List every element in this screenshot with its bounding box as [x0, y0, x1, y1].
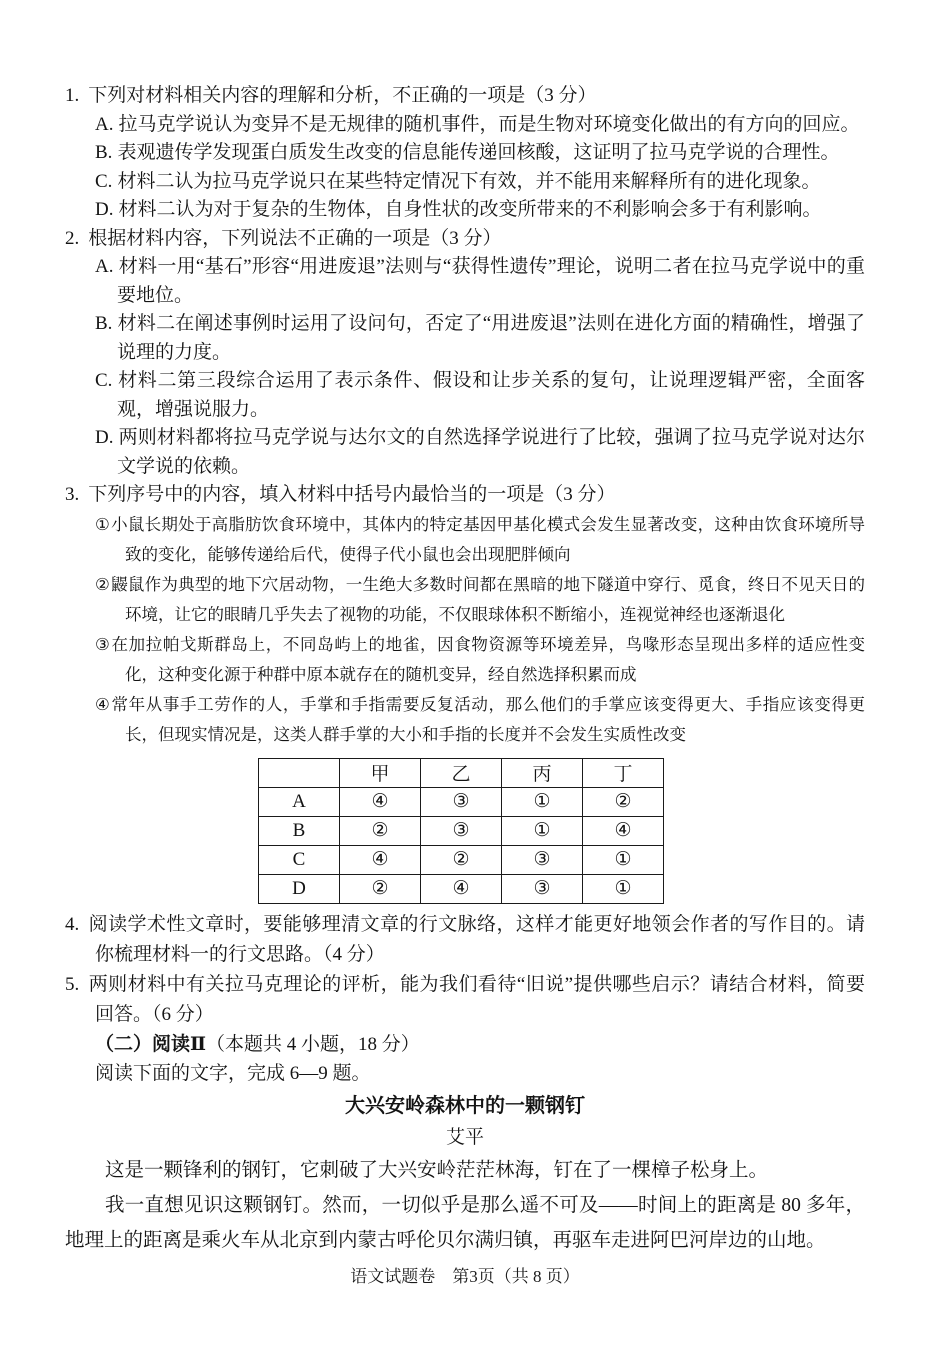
question-stem-text: 阅读学术性文章时，要能够理清文章的行文脉络，这样才能更好地领会作者的写作目的。请你梳理材料一的行文思路。（4 分）: [88, 913, 865, 965]
question-2-option-b: [95, 310, 865, 367]
option-text: 材料二认为拉马克学说只在某些特定情况下有效，并不能用来解释所有的进化现象。: [117, 170, 821, 192]
table-cell: ③: [421, 787, 502, 816]
table-header-row: [259, 758, 664, 787]
question-4-stem: [65, 910, 865, 970]
item-text: 在加拉帕戈斯群岛上，不同岛屿上的地雀，因食物资源等环境差异，鸟喙形态呈现出多样的适应性变化，这种变化源于种群中原本就存在的随机变异，经自然选择积累而成: [111, 634, 865, 684]
option-label: C.: [95, 170, 113, 192]
table-cell: ③: [502, 874, 583, 903]
table-row: [259, 787, 664, 816]
option-label: B.: [95, 313, 113, 334]
question-1: [65, 82, 865, 225]
option-text: 材料二认为对于复杂的生物体，自身性状的改变所带来的不利影响会多于有利影响。: [118, 199, 822, 220]
option-label: C.: [95, 370, 113, 391]
question-1-options: [95, 111, 865, 225]
circled-4-marker: ④: [95, 694, 111, 714]
passage-author: 艾平: [445, 1126, 484, 1148]
item-1: [95, 510, 865, 570]
table-cell: ④: [583, 816, 664, 845]
answer-option-table: [258, 758, 664, 904]
option-label: A.: [95, 113, 114, 135]
question-number: 1.: [65, 85, 80, 106]
question-5-stem: [65, 970, 865, 1030]
circled-3-marker: ③: [95, 634, 111, 654]
item-3: [95, 630, 865, 690]
table-cell: ②: [340, 816, 421, 845]
row-label: D: [259, 874, 340, 903]
option-text: 表观遗传学发现蛋白质发生改变的信息能传递回核酸，这证明了拉马克学说的合理性。: [117, 142, 840, 163]
item-text: 小鼠长期处于高脂肪饮食环境中，其体内的特定基因甲基化模式会发生显著改变，这种由饮食环境所导致的变化，能够传递给后代，使得子代小鼠也会出现肥胖倾向: [111, 514, 866, 564]
table-row: [259, 816, 664, 845]
option-text: 两则材料都将拉马克学说与达尔文的自然选择学说进行了比较，强调了拉马克学说对达尔文学说的依赖。: [117, 427, 865, 477]
circled-2-marker: ②: [95, 574, 111, 594]
question-2: [65, 225, 865, 482]
option-label: B.: [95, 142, 113, 163]
question-1-option-d: [95, 196, 865, 225]
question-number: 3.: [65, 484, 80, 505]
table-row: [259, 874, 664, 903]
table-cell: ③: [421, 816, 502, 845]
reading-passage: [65, 1153, 865, 1258]
table-cell: [259, 758, 340, 787]
row-label: A: [259, 787, 340, 816]
question-4: [65, 910, 865, 970]
question-3-items: [95, 510, 865, 750]
table-cell: ②: [340, 874, 421, 903]
table-cell: 甲: [340, 758, 421, 787]
passage-title: 大兴安岭森林中的一颗钢钉: [345, 1094, 585, 1117]
passage-paragraph-2: 我一直想见识这颗钢钉。然而，一切似乎是那么遥不可及——时间上的距离是 80 多年，地理上的距离是乘火车从北京到内蒙古呼伦贝尔满归镇，再驱车走进阿巴河岸边的山地。: [65, 1194, 865, 1251]
question-number: 2.: [65, 227, 80, 249]
passage-paragraph-1: 这是一颗锋利的钢钉，它刺破了大兴安岭茫茫林海，钉在了一棵樟子松身上。: [105, 1159, 769, 1181]
table-cell: ④: [340, 845, 421, 874]
question-2-stem: [65, 225, 865, 254]
table-cell: ②: [583, 787, 664, 816]
circled-1-marker: ①: [95, 514, 111, 534]
section-2-title: （二）阅读Ⅱ: [95, 1033, 207, 1055]
row-label: C: [259, 845, 340, 874]
section-2-heading: [95, 1030, 865, 1059]
question-2-option-d: [95, 424, 865, 481]
table-cell: ①: [502, 787, 583, 816]
question-1-option-a: [95, 111, 865, 140]
question-1-option-b: [95, 139, 865, 168]
question-3: [65, 481, 865, 510]
page-footer: 语文试题卷 第3页（共 8 页）: [350, 1266, 580, 1286]
section-2-points: （本题共 4 小题，18 分）: [206, 1033, 420, 1055]
table-cell: 乙: [421, 758, 502, 787]
item-2: [95, 570, 865, 630]
question-stem-text: 下列序号中的内容，填入材料中括号内最恰当的一项是（3 分）: [88, 484, 616, 505]
item-4: [95, 690, 865, 750]
table-row: [259, 845, 664, 874]
question-stem-text: 根据材料内容，下列说法不正确的一项是（3 分）: [88, 227, 502, 249]
table-cell: ①: [583, 845, 664, 874]
question-2-options: [95, 253, 865, 481]
table-cell: ③: [502, 845, 583, 874]
option-text: 材料二在阐述事例时运用了设问句，否定了“用进废退”法则在进化方面的精确性，增强了说理的力度。: [117, 313, 865, 363]
question-number: 4.: [65, 913, 80, 935]
question-1-stem: [65, 82, 865, 111]
table-cell: ②: [421, 845, 502, 874]
section-2-instruction: 阅读下面的文字，完成 6—9 题。: [95, 1062, 371, 1084]
option-text: 材料二第三段综合运用了表示条件、假设和让步关系的复句，让说理逻辑严密，全面客观，增强说服力。: [117, 370, 865, 420]
option-text: 材料一用“基石”形容“用进废退”法则与“获得性遗传”理论，说明二者在拉马克学说中的重要地位。: [117, 256, 865, 306]
table-cell: ④: [340, 787, 421, 816]
item-text: 常年从事手工劳作的人，手掌和手指需要反复活动，那么他们的手掌应该变得更大、手指应该变得更长，但现实情况是，这类人群手掌的大小和手指的长度并不会发生实质性改变: [111, 694, 865, 744]
item-text: 鼹鼠作为典型的地下穴居动物，一生绝大多数时间都在黑暗的地下隧道中穿行、觅食，终日不见天日的环境，让它的眼睛几乎失去了视物的功能，不仅眼球体积不断缩小，连视觉神经也逐渐退化: [111, 574, 866, 624]
question-2-option-a: [95, 253, 865, 310]
option-text: 拉马克学说认为变异不是无规律的随机事件，而是生物对环境变化做出的有方向的回应。: [118, 113, 860, 135]
question-3-stem: [65, 481, 865, 510]
option-label: A.: [95, 256, 114, 277]
question-number: 5.: [65, 973, 80, 995]
table-cell: ①: [583, 874, 664, 903]
table-cell: ④: [421, 874, 502, 903]
table-cell: 丁: [583, 758, 664, 787]
row-label: B: [259, 816, 340, 845]
option-label: D.: [95, 199, 114, 220]
question-stem-text: 两则材料中有关拉马克理论的评析，能为我们看待“旧说”提供哪些启示？请结合材料，简要回答。（6 分）: [88, 973, 865, 1025]
table-cell: 丙: [502, 758, 583, 787]
question-stem-text: 下列对材料相关内容的理解和分析，不正确的一项是（3 分）: [88, 85, 597, 106]
option-label: D.: [95, 427, 114, 448]
question-2-option-c: [95, 367, 865, 424]
question-1-option-c: [95, 168, 865, 197]
question-5: [65, 970, 865, 1030]
table-cell: ①: [502, 816, 583, 845]
